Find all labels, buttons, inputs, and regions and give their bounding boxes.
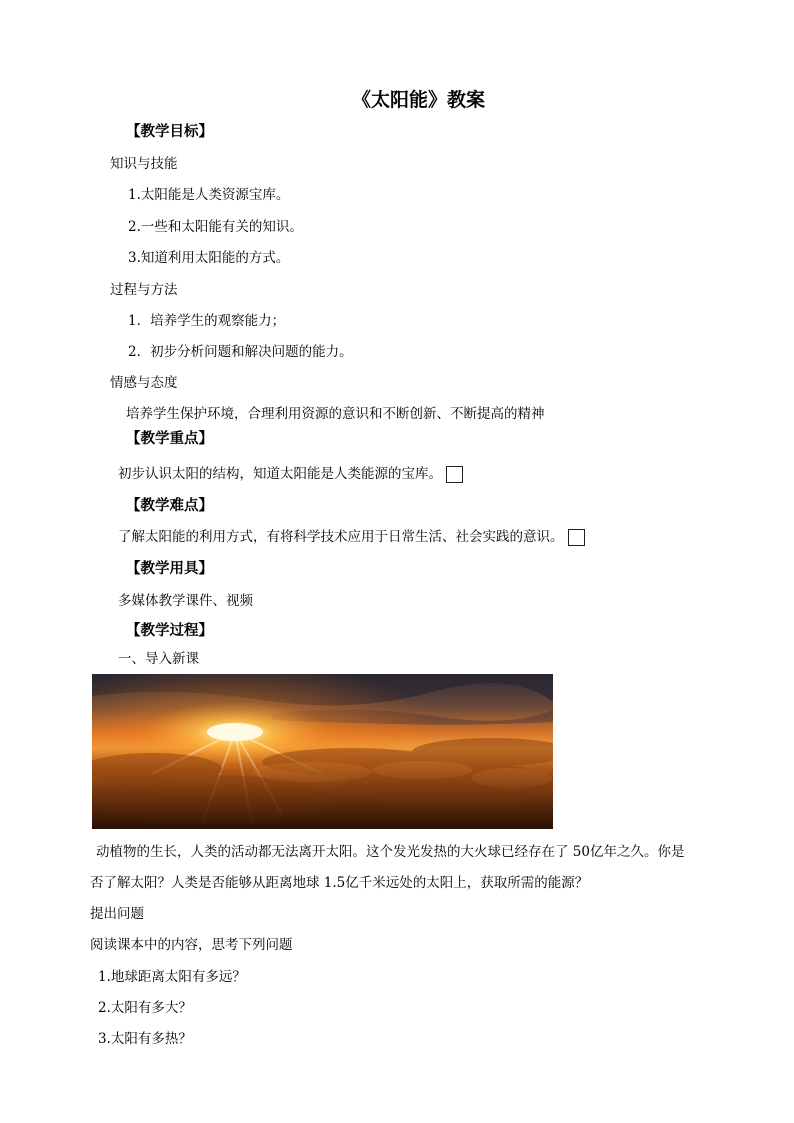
- section-heading-process: 【教学过程】: [126, 622, 213, 639]
- difficulties-line: [118, 528, 585, 546]
- question-item: 2.太阳有多大？: [98, 1000, 192, 1016]
- attitude-heading: 情感与态度: [110, 375, 178, 391]
- knowledge-item: 2.一些和太阳能有关的知识。: [128, 219, 303, 235]
- key-points-text: 初步认识太阳的结构，知道太阳能是人类能源的宝库。: [118, 466, 442, 482]
- ask-questions-heading: 提出问题: [90, 906, 144, 922]
- page-title: 《太阳能》教案: [352, 89, 486, 111]
- intro-paragraph-line2: 否了解太阳？人类是否能够从距离地球 1.5亿千米远处的太阳上，获取所需的能源？: [90, 875, 589, 891]
- checkbox-difficulties: [568, 529, 585, 546]
- question-item: 1.地球距离太阳有多远？: [98, 969, 246, 985]
- attitude-text: 培养学生保护环境，合理利用资源的意识和不断创新、不断提高的精神: [126, 406, 545, 422]
- knowledge-item: 1.太阳能是人类资源宝库。: [128, 187, 290, 203]
- intro-paragraph-line1: 动植物的生长，人类的活动都无法离开太阳。这个发光发热的大火球已经存在了 50亿年之久。你是: [96, 844, 685, 860]
- section-heading-key-points: 【教学重点】: [126, 430, 213, 447]
- knowledge-heading: 知识与技能: [110, 156, 178, 172]
- reading-instruction: 阅读课本中的内容，思考下列问题: [90, 937, 293, 953]
- tools-text: 多媒体教学课件、视频: [118, 593, 253, 609]
- question-item: 3.太阳有多热？: [98, 1031, 192, 1047]
- process-step-intro: 一、导入新课: [118, 651, 199, 667]
- process-method-item: 1．培养学生的观察能力；: [128, 313, 286, 329]
- difficulties-text: 了解太阳能的利用方式，有将科学技术应用于日常生活、社会实践的意识。: [118, 529, 564, 545]
- knowledge-item: 3.知道利用太阳能的方式。: [128, 250, 290, 266]
- section-heading-difficulties: 【教学难点】: [126, 497, 213, 514]
- process-method-item: 2．初步分析问题和解决问题的能力。: [128, 344, 353, 360]
- checkbox-key-points: [446, 466, 463, 483]
- key-points-line: [118, 465, 463, 483]
- sunrise-over-clouds-photo: [92, 674, 553, 829]
- section-heading-objectives: 【教学目标】: [126, 123, 213, 140]
- process-method-heading: 过程与方法: [110, 282, 178, 298]
- section-heading-tools: 【教学用具】: [126, 560, 213, 577]
